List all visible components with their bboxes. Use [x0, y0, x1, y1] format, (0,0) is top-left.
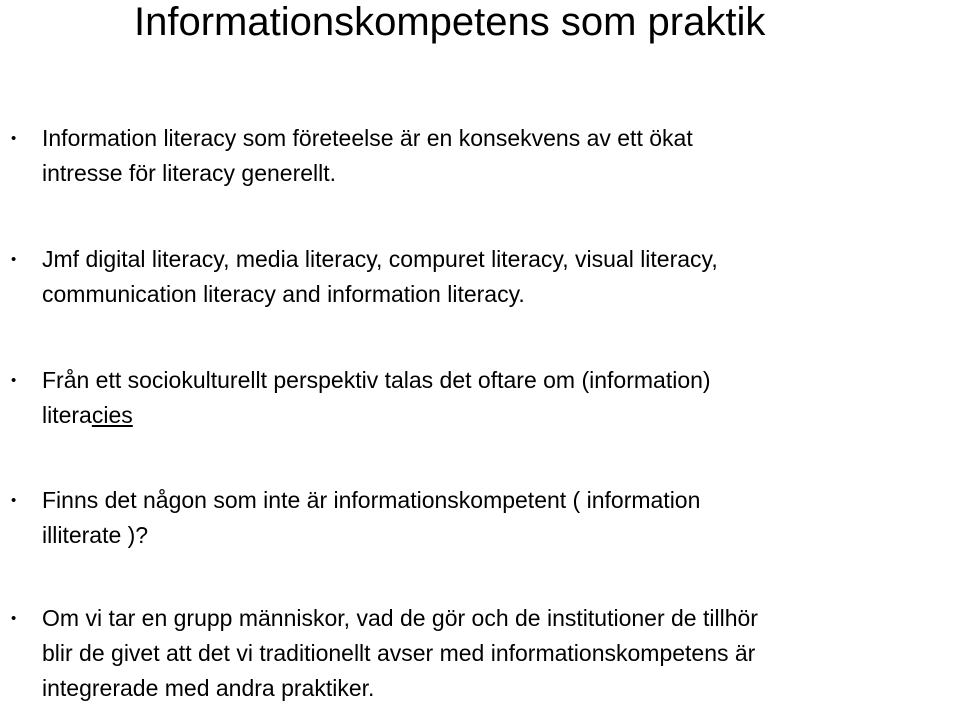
bullet-line: intresse för literacy generellt.	[42, 160, 337, 186]
bullet-line: communication literacy and information literacy.	[42, 281, 525, 307]
bullet-line: • Från ett sociokulturellt perspektiv talas det oftare om (information)	[42, 367, 711, 393]
bullet-item	[42, 363, 957, 433]
bullet-item	[42, 121, 957, 191]
bullet-line	[42, 398, 957, 433]
bullet-item	[42, 601, 957, 706]
bullet-item	[42, 483, 957, 553]
bullet-text-plain: litera	[42, 402, 92, 428]
bullet-line: illiterate )?	[42, 522, 149, 548]
bullet-line: • Finns det någon som inte är informationskompetent ( information	[42, 487, 701, 513]
bullet-item	[42, 242, 957, 312]
bullet-line: • Jmf digital literacy, media literacy, compuret literacy, visual literacy,	[42, 246, 718, 272]
slide-title: Informationskompetens som praktik	[134, 0, 766, 44]
bullet-line: • Information literacy som företeelse är en konsekvens av ett ökat	[42, 125, 693, 151]
bullet-line: blir de givet att det vi traditionellt avser med informationskompetens är	[42, 640, 756, 666]
bullet-line: integrerade med andra praktiker.	[42, 675, 375, 701]
underlined-suffix: cies	[91, 402, 133, 428]
bullet-line: • Om vi tar en grupp människor, vad de gör och de institutioner de tillhör	[42, 605, 758, 631]
